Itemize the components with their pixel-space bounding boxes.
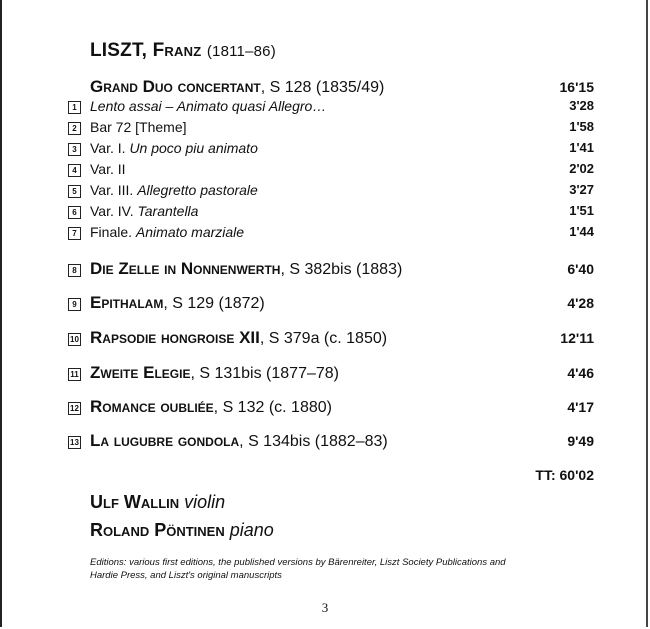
track-number-box: 4 [68,164,81,177]
performer-instrument: piano [229,520,274,540]
editions-note: Editions: various first editions, the published versions by Bärenreiter, Liszt Society Publications and Hardie Press, and Liszt's original manuscripts [90,557,506,581]
work-catalogue: , S 134bis (1882–83) [239,433,388,450]
page-number: 3 [321,600,329,615]
main-work-title: Grand Duo concertant [90,77,261,96]
work-title-name: La lugubre gondola [90,431,240,450]
work-duration: 6'40 [567,261,594,277]
movement-title-plain: Var. III. [90,182,138,198]
work-row [68,363,594,383]
movement-title [90,203,198,219]
movement-title-plain: Var. I. [90,140,130,156]
movement-title-plain: Finale. [90,224,136,240]
work-duration: 4'28 [567,295,594,311]
track-number-box: 13 [68,436,81,449]
work-title [90,397,332,417]
composer-dates: (1811–86) [206,43,276,60]
movement-row [68,140,594,160]
track-number-box: 6 [68,206,81,219]
movement-row [68,182,594,202]
movement-title [90,182,258,198]
work-catalogue: , S 379a (c. 1850) [259,330,388,347]
track-number-box: 7 [68,227,81,240]
movement-row [68,119,594,139]
movement-row [68,98,594,118]
total-time: TT: 60'02 [535,467,594,483]
movement-duration: 1'58 [569,119,594,134]
composer-name: LISZT, Franz [90,40,202,61]
movement-row [68,224,594,244]
performer-name: Roland Pöntinen [90,520,225,540]
movement-row [68,203,594,223]
work-title [90,293,265,313]
track-number-box: 11 [68,368,81,381]
work-duration: 4'46 [567,365,594,381]
work-title [90,328,387,348]
work-row [68,259,594,279]
work-catalogue: , S 382bis (1883) [280,261,403,278]
work-title-name: Zweite Elegie [90,363,191,382]
work-row [68,431,594,451]
movement-title [90,98,326,114]
movement-title [90,224,244,240]
movement-duration: 2'02 [569,161,594,176]
track-number-box: 1 [68,101,81,114]
work-title-name: Rapsodie hongroise XII [90,328,260,347]
track-number-box: 5 [68,185,81,198]
movement-duration: 3'28 [569,98,594,113]
track-number-box: 12 [68,402,81,415]
performer-instrument: violin [184,492,226,512]
composer-heading [90,40,276,62]
work-title [90,431,388,451]
performer-name: Ulf Wallin [90,492,180,512]
work-duration: 12'11 [560,330,594,346]
movement-title-italic: Tarantella [137,203,199,219]
main-work-catalogue: , S 128 (1835/49) [260,79,385,96]
work-catalogue: , S 131bis (1877–78) [190,365,339,382]
movement-title-plain: Bar 72 [Theme] [90,119,187,135]
performer-1 [90,492,225,513]
movement-title-plain: Var. IV. [90,203,138,219]
work-title-name: Epithalam [90,293,164,312]
movement-duration: 1'41 [569,140,594,155]
work-row [68,293,594,313]
track-number-box: 9 [68,298,81,311]
movement-title [90,140,258,156]
work-catalogue: , S 132 (c. 1880) [213,399,332,416]
work-title [90,259,402,279]
track-number-box: 10 [68,333,81,346]
track-number-box: 2 [68,122,81,135]
work-row [68,397,594,417]
movement-title-plain: Var. II [90,161,126,177]
work-duration: 9'49 [567,433,594,449]
movement-title [90,119,187,135]
main-work-title-wrap [90,77,384,97]
work-catalogue: , S 129 (1872) [163,295,265,312]
work-duration: 4'17 [567,399,594,415]
movement-duration: 1'51 [569,203,594,218]
work-title-name: Romance oubliée [90,397,214,416]
work-title [90,363,339,383]
movement-title-italic: Allegretto pastorale [137,182,258,198]
movement-title-italic: Un poco piu animato [129,140,258,156]
movement-title [90,161,126,177]
work-title-name: Die Zelle in Nonnenwerth [90,259,281,278]
track-number-box: 8 [68,264,81,277]
work-row [68,328,594,348]
main-work-row [68,77,594,97]
performer-2 [90,520,274,541]
movement-duration: 1'44 [569,224,594,239]
track-number-box: 3 [68,143,81,156]
movement-duration: 3'27 [569,182,594,197]
movement-title-italic: Lento assai – Animato quasi Allegro… [90,98,327,114]
main-work-duration: 16'15 [559,79,594,95]
movement-title-italic: Animato marziale [135,224,245,240]
movement-row [68,161,594,181]
